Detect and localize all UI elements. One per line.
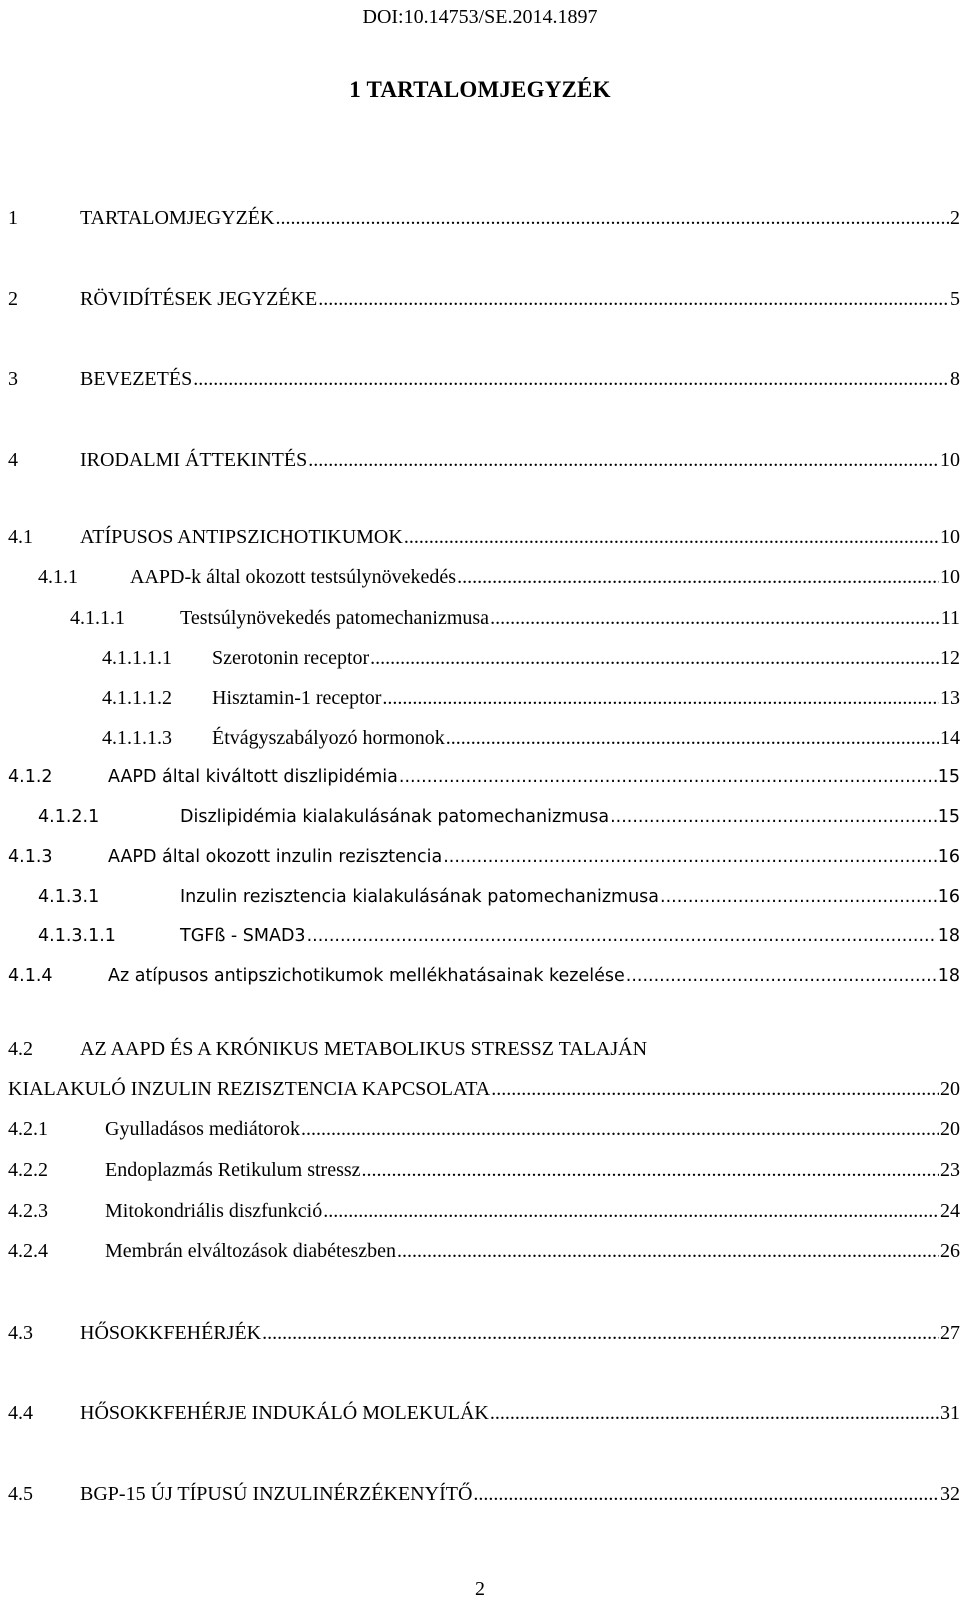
toc-entry-number: 4.1.2 xyxy=(8,767,53,787)
toc-entry-number: 4.1.1.1.2 xyxy=(102,687,172,709)
dot-leader xyxy=(382,683,939,713)
toc-entry-page: 20 xyxy=(940,1118,960,1140)
toc-entry-page: 2 xyxy=(950,207,960,229)
toc-entry-number: 1 xyxy=(8,207,18,229)
toc-entry-page: 23 xyxy=(940,1159,960,1181)
dot-leader xyxy=(370,643,939,673)
toc-entry-number: 4.3 xyxy=(8,1322,33,1344)
toc-entry[interactable] xyxy=(0,284,960,314)
dot-leader xyxy=(362,1155,939,1185)
toc-entry-title-line1: AZ AAPD ÉS A KRÓNIKUS METABOLIKUS STRESSZ TALAJÁN xyxy=(80,1038,648,1060)
toc-entry-number: 4 xyxy=(8,449,18,471)
toc-entry[interactable] xyxy=(0,603,960,633)
toc-entry[interactable] xyxy=(0,562,960,592)
toc-entry-page: 5 xyxy=(950,288,960,310)
dot-leader xyxy=(404,522,939,552)
toc-entry[interactable] xyxy=(0,1155,960,1185)
toc-entry-page: 12 xyxy=(940,647,960,669)
toc-entry-title: RÖVIDÍTÉSEK JEGYZÉKE xyxy=(80,288,318,310)
toc-entry-title: Hisztamin-1 receptor xyxy=(212,687,382,709)
toc-entry-number: 4.5 xyxy=(8,1483,33,1505)
dot-leader xyxy=(610,802,937,832)
toc-entry-number: 3 xyxy=(8,368,18,390)
dot-leader xyxy=(307,921,937,951)
toc-entry[interactable] xyxy=(0,1114,960,1144)
toc-entry-page: 32 xyxy=(940,1483,960,1505)
toc-entry-number: 4.1.3.1 xyxy=(38,887,100,907)
toc-entry-number: 4.1.3.1.1 xyxy=(38,926,116,946)
toc-entry-number: 4.1.1.1.1 xyxy=(102,647,172,669)
dot-leader xyxy=(397,1236,939,1266)
toc-entry[interactable] xyxy=(0,921,960,951)
toc-entry[interactable] xyxy=(0,1236,960,1266)
toc-entry-page: 10 xyxy=(940,526,960,548)
toc-entry-number: 4.1.4 xyxy=(8,966,53,986)
toc-entry-title: Gyulladásos mediátorok xyxy=(105,1118,300,1140)
toc-entry-title: Mitokondriális diszfunkció xyxy=(105,1200,323,1222)
toc-entry[interactable] xyxy=(0,723,960,753)
toc-entry-number: 4.1.2.1 xyxy=(38,807,100,827)
toc-entry[interactable] xyxy=(0,643,960,673)
toc-entry[interactable] xyxy=(0,364,960,394)
toc-entry-title: HŐSOKKFEHÉRJE INDUKÁLÓ MOLEKULÁK xyxy=(80,1402,489,1424)
dot-leader xyxy=(193,364,949,394)
toc-entry-page: 20 xyxy=(940,1078,960,1100)
toc-entry-title: IRODALMI ÁTTEKINTÉS xyxy=(80,449,308,471)
toc-entry-page: 8 xyxy=(950,368,960,390)
toc-heading: 1 TARTALOMJEGYZÉK xyxy=(349,77,611,102)
dot-leader xyxy=(443,842,937,872)
toc-entry[interactable] xyxy=(0,842,960,872)
toc-entry-page: 18 xyxy=(937,966,960,986)
toc-entry[interactable] xyxy=(0,1398,960,1428)
toc-entry[interactable] xyxy=(0,522,960,552)
toc-entry[interactable] xyxy=(0,802,960,832)
toc-entry[interactable] xyxy=(0,683,960,713)
dot-leader xyxy=(490,1398,939,1428)
toc-entry-number: 4.2.3 xyxy=(8,1200,48,1222)
dot-leader xyxy=(323,1196,939,1226)
dot-leader xyxy=(660,882,937,912)
toc-entry-title: TARTALOMJEGYZÉK xyxy=(80,207,275,229)
toc-entry[interactable] xyxy=(0,1196,960,1226)
toc-entry-title: AAPD-k által okozott testsúlynövekedés xyxy=(130,566,457,588)
dot-leader xyxy=(301,1114,939,1144)
toc-entry-title: BGP-15 ÚJ TÍPUSÚ INZULINÉRZÉKENYÍTŐ xyxy=(80,1483,473,1505)
toc-entry-title: Étvágyszabályozó hormonok xyxy=(212,727,445,749)
dot-leader xyxy=(262,1318,939,1348)
toc-entry-page: 15 xyxy=(937,767,960,787)
toc-entry-number: 4.4 xyxy=(8,1402,33,1424)
toc-entry-page: 24 xyxy=(940,1200,960,1222)
toc-entry-title: Diszlipidémia kialakulásának patomechanizmusa xyxy=(180,807,610,827)
toc-entry-title: Testsúlynövekedés patomechanizmusa xyxy=(180,607,490,629)
toc-entry-number: 2 xyxy=(8,288,18,310)
toc-entry-title: AAPD által kiváltott diszlipidémia xyxy=(108,767,398,787)
toc-entry[interactable] xyxy=(0,1318,960,1348)
toc-entry-number: 4.2.2 xyxy=(8,1159,48,1181)
toc-entry-number: 4.2.1 xyxy=(8,1118,48,1140)
dot-leader xyxy=(275,203,949,233)
dot-leader xyxy=(491,1074,939,1104)
toc-entry[interactable] xyxy=(0,961,960,991)
toc-entry-title-line2: KIALAKULÓ INZULIN REZISZTENCIA KAPCSOLATA xyxy=(8,1078,491,1100)
toc-entry-title: BEVEZETÉS xyxy=(80,368,193,390)
toc-entry-title: Inzulin rezisztencia kialakulásának patomechanizmusa xyxy=(180,887,660,907)
toc-entry-page: 15 xyxy=(937,807,960,827)
toc-entry-page: 31 xyxy=(940,1402,960,1424)
dot-leader xyxy=(626,961,937,991)
toc-entry-title: HŐSOKKFEHÉRJÉK xyxy=(80,1322,262,1344)
dot-leader xyxy=(399,762,937,792)
toc-entry-page: 16 xyxy=(937,847,960,867)
dot-leader xyxy=(490,603,940,633)
toc-entry[interactable] xyxy=(0,1034,960,1104)
toc-entry-number: 4.1.1 xyxy=(38,566,78,588)
toc-entry-number: 4.2.4 xyxy=(8,1240,48,1262)
toc-entry-page: 16 xyxy=(937,887,960,907)
dot-leader xyxy=(473,1479,939,1509)
toc-entry-title: AAPD által okozott inzulin rezisztencia xyxy=(108,847,443,867)
toc-entry-title: Membrán elváltozások diabéteszben xyxy=(105,1240,396,1262)
toc-entry-page: 26 xyxy=(940,1240,960,1262)
toc-entry-number: 4.1.1.1.3 xyxy=(102,727,172,749)
toc-entry-number: 4.1.1.1 xyxy=(70,607,125,629)
page-number: 2 xyxy=(475,1578,485,1600)
toc-entry-page: 18 xyxy=(937,926,960,946)
dot-leader xyxy=(446,723,939,753)
toc-entry[interactable] xyxy=(0,882,960,912)
toc-entry-page: 11 xyxy=(940,607,960,629)
toc-entry-title: TGFß - SMAD3 xyxy=(180,926,306,946)
toc-entry[interactable] xyxy=(0,203,960,233)
toc-entry[interactable] xyxy=(0,445,960,475)
toc-entry-page: 10 xyxy=(940,566,960,588)
toc-entry-number: 4.1.3 xyxy=(8,847,53,867)
dot-leader xyxy=(318,284,949,314)
toc-entry-title: Szerotonin receptor xyxy=(212,647,370,669)
toc-entry-title: Az atípusos antipszichotikumok mellékhatásainak kezelése xyxy=(108,966,625,986)
toc-entry[interactable] xyxy=(0,1479,960,1509)
toc-entry[interactable] xyxy=(0,762,960,792)
doi-header: DOI:10.14753/SE.2014.1897 xyxy=(362,6,598,28)
toc-entry-page: 27 xyxy=(940,1322,960,1344)
dot-leader xyxy=(308,445,939,475)
toc-entry-page: 14 xyxy=(940,727,960,749)
toc-entry-title: Endoplazmás Retikulum stressz xyxy=(105,1159,361,1181)
toc-entry-page: 10 xyxy=(940,449,960,471)
dot-leader xyxy=(457,562,939,592)
toc-entry-number: 4.1 xyxy=(8,526,33,548)
toc-entry-page: 13 xyxy=(940,687,960,709)
toc-entry-title: ATÍPUSOS ANTIPSZICHOTIKUMOK xyxy=(80,526,403,548)
toc-entry-number: 4.2 xyxy=(8,1038,33,1060)
